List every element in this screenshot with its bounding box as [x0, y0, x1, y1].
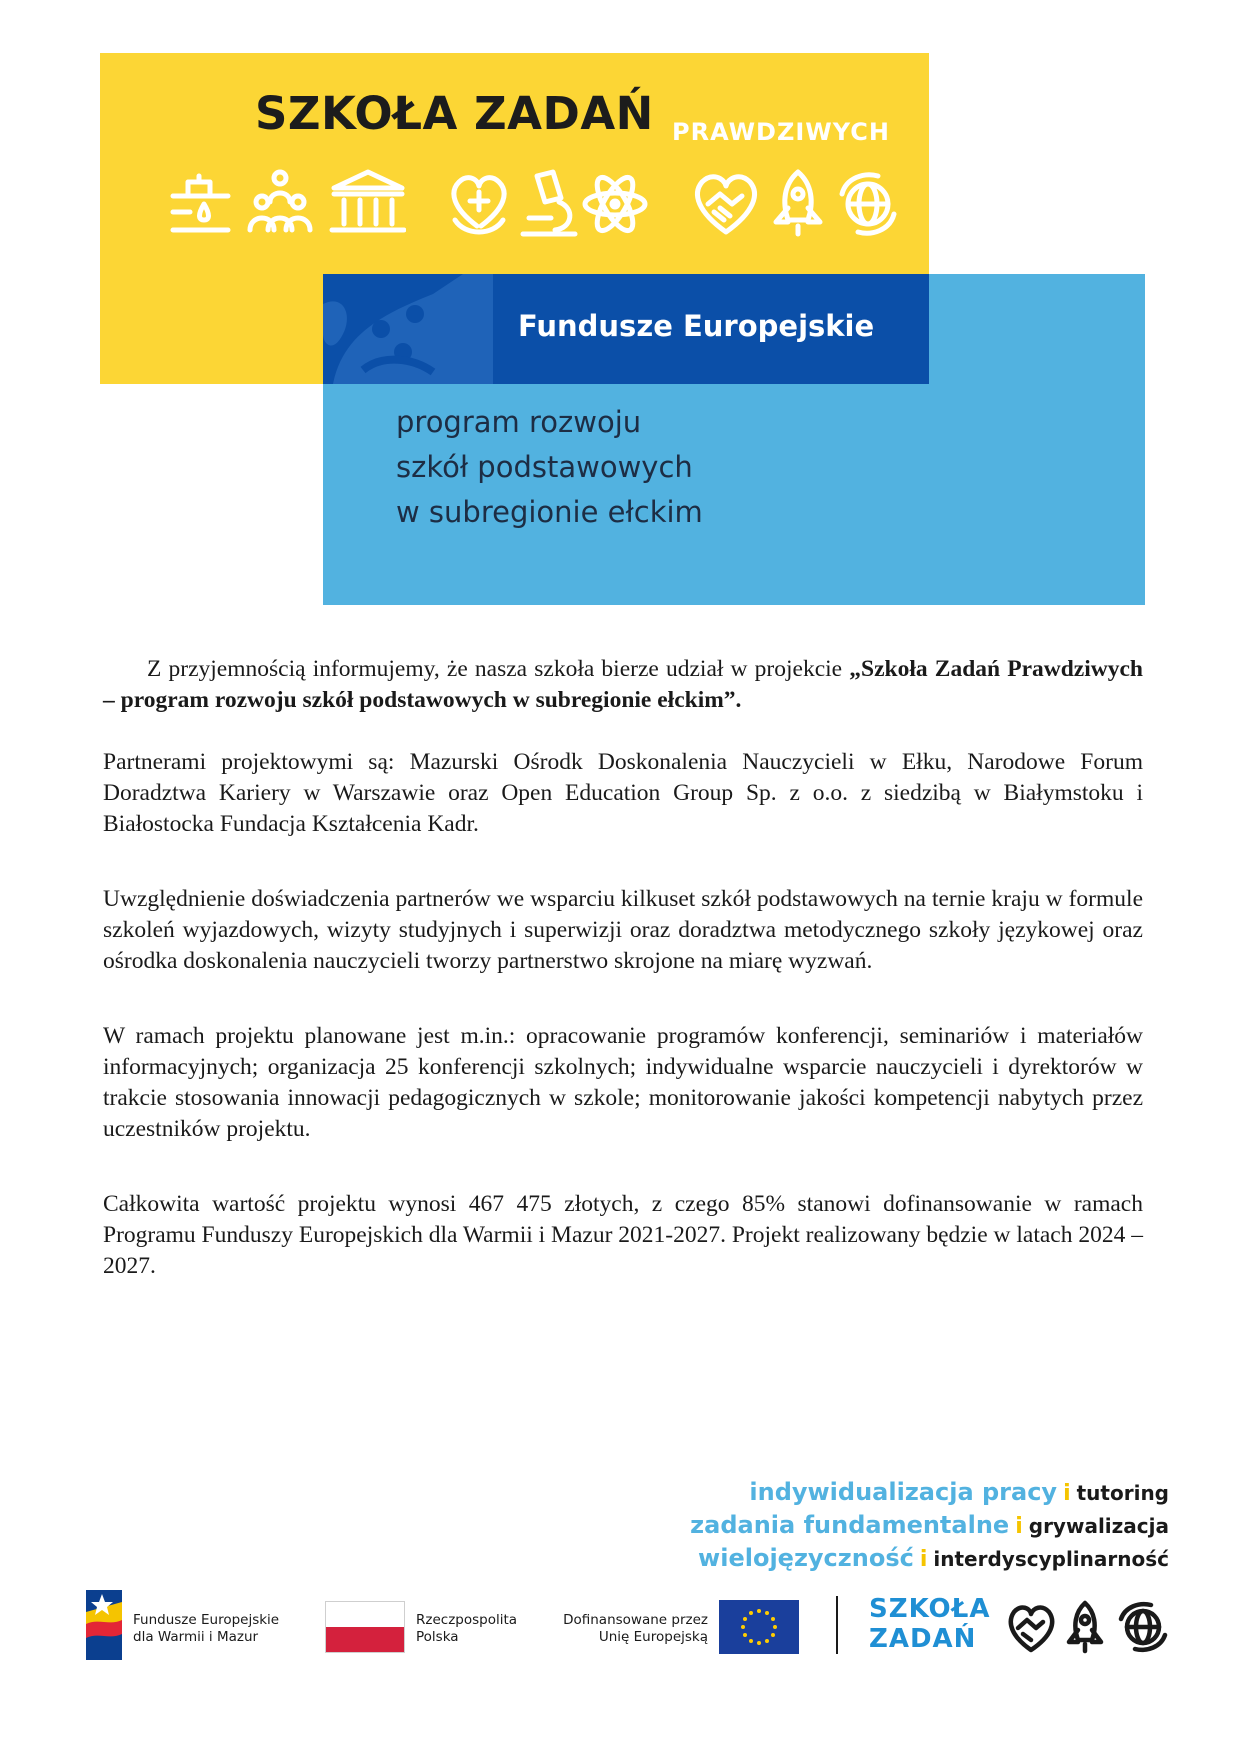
activities-paragraph: W ramach projektu planowane jest m.in.: opracowanie programów konferencji, seminariów i materiałów informacyjnych; organizacja 25 konferencji szkolnych; indywidualne wsparcie nauczycieli i dyrektorów w trakcie stosowania innowacji pedagogicznych w szkole; monitorowanie jakości kompetencji nabytych przez uczestników projektu. [103, 1023, 1143, 1142]
tagline-secondary: tutoring [1076, 1481, 1169, 1505]
footer-icons [1005, 1600, 1173, 1654]
atom-icon [585, 173, 645, 236]
banner-title: SZKOŁA ZADAŃ [255, 87, 654, 140]
eu-logo-text: Dofinansowane przez Unię Europejską [563, 1612, 708, 1645]
handshake-heart-icon [697, 177, 754, 232]
fe-star-logo-icon [86, 1590, 122, 1660]
tagline-row [690, 1510, 1169, 1543]
tagline-separator: i [919, 1547, 928, 1572]
banner-subtitle: PRAWDZIWYCH [672, 118, 890, 146]
sz-footer-logo: SZKOŁA ZADAŃ [869, 1594, 991, 1654]
eu-flag-icon [719, 1600, 799, 1654]
tagline-separator: i [1063, 1481, 1071, 1506]
fe-logo-text: Fundusze Europejskie dla Warmii i Mazur [133, 1612, 280, 1645]
globe-icon [1121, 1604, 1165, 1650]
tagline-row [690, 1543, 1169, 1576]
fe-label: Fundusze Europejskie [518, 309, 875, 343]
rocket-icon [1069, 1603, 1101, 1651]
tagline-main: zadania fundamentalne [690, 1511, 1010, 1539]
banner-icons-group-3 [690, 168, 902, 240]
program-description [396, 400, 703, 535]
experience-paragraph: Uwzględnienie doświadczenia partnerów we wsparciu kilkuset szkół podstawowych na ternie kraju w formule szkoleń wyjazdowych, wizyty studyjnych i superwizji oraz doradztwa metodycznego szkoły językowej oraz ośrodka doskonalenia nauczycieli tworzy partnerstwo skrojone na miarę wyzwań. [103, 886, 1143, 974]
banner-icons-group-2 [447, 168, 649, 240]
tagline-secondary: grywalizacja [1028, 1514, 1169, 1538]
banner-icons-group-1 [168, 168, 406, 240]
program-line: w subregionie ełckim [396, 495, 703, 529]
globe-icon [842, 175, 894, 233]
tagline-main: indywidualizacja pracy [749, 1478, 1058, 1506]
footer-divider [836, 1596, 838, 1654]
tagline-row [690, 1477, 1169, 1510]
program-line: szkół podstawowych [396, 450, 693, 484]
intro-paragraph [103, 654, 1143, 716]
program-line: program rozwoju [396, 405, 642, 439]
rocket-icon [776, 172, 820, 234]
microscope-icon [523, 172, 575, 234]
funding-paragraph: Całkowita wartość projektu wynosi 467 475 złotych, z czego 85% stanowi dofinansowanie w ramach Programu Funduszy Europejskich dla Warmii i Mazur 2021-2027. Projekt realizowany będzie w latach 2024 – 2027. [103, 1191, 1143, 1279]
tagline-main: wielojęzyczność [698, 1544, 914, 1572]
water-tap-icon [173, 176, 228, 230]
taglines [690, 1477, 1169, 1576]
institution-icon [332, 172, 404, 230]
people-pattern-icon [323, 274, 493, 384]
tagline-separator: i [1015, 1514, 1023, 1539]
handshake-heart-icon [1011, 1608, 1052, 1650]
pl-logo-text: Rzeczpospolita Polska [416, 1612, 518, 1645]
health-heart-icon [454, 178, 504, 232]
polish-flag-icon [325, 1601, 405, 1653]
announcement-body [103, 654, 1143, 1282]
intro-text: Z przyjemnością informujemy, że nasza szkoła bierze udział w projekcie [147, 656, 850, 682]
tagline-secondary: interdyscyplinarność [933, 1547, 1169, 1571]
people-group-icon [250, 172, 310, 230]
partners-paragraph: Partnerami projektowymi są: Mazurski Ośrodk Doskonalenia Nauczycieli w Ełku, Narodowe Forum Doradztwa Kariery w Warszawie oraz Open Education Group Sp. z o.o. z siedzibą w Białymstoku i Białostocka Fundacja Kształcenia Kadr. [103, 749, 1143, 837]
project-name: „Szkoła Zadań Prawdziwych – program rozwoju szkół podstawowych w subregionie ełckim”. [103, 656, 1143, 713]
